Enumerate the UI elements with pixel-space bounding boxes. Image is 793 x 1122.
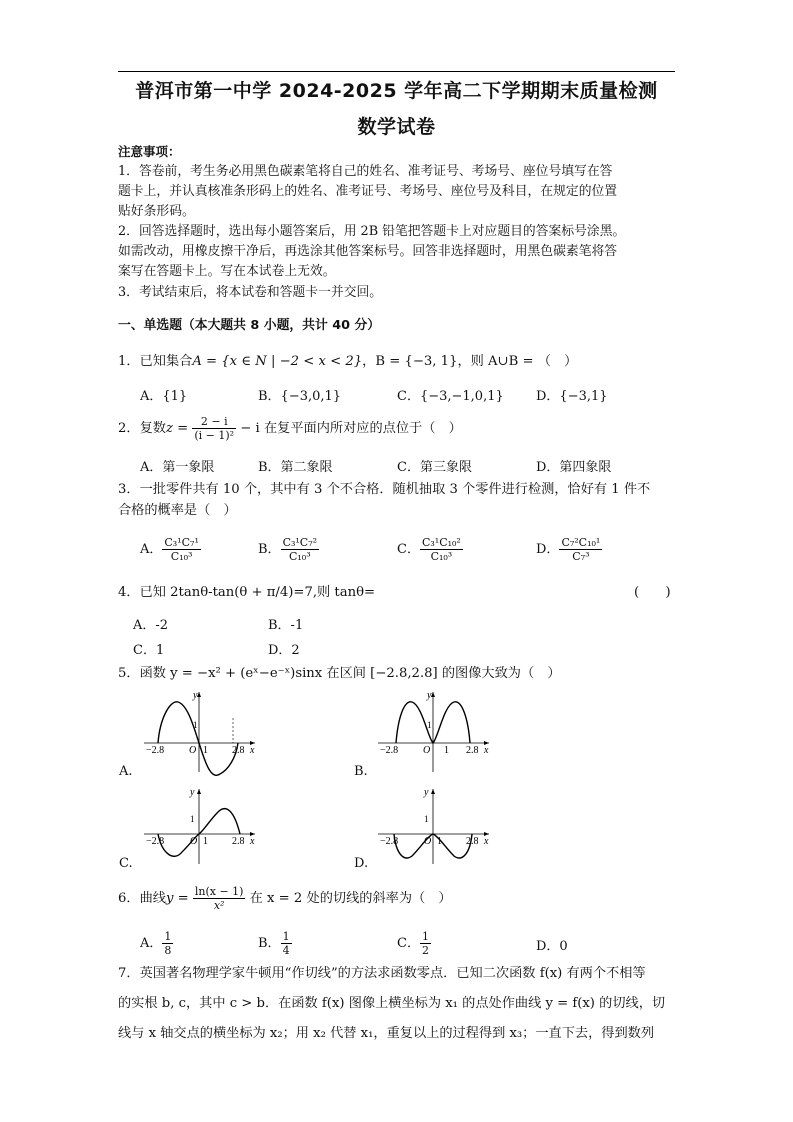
x-label: x bbox=[250, 836, 255, 847]
notice-line: 贴好条形码。 bbox=[118, 204, 195, 219]
notice-line: 2．回答选择题时，选出每小题答案后，用 2B 铅笔把答题卡上对应题目的答案标号涂黑。 bbox=[118, 224, 626, 239]
q5-text: 5．函数 y = −x² + (eˣ−e⁻ˣ)sinx 在区间 [−2.8,2.8] 的图像大致为（ ） bbox=[118, 666, 561, 681]
q2-den: (i − 1)² bbox=[194, 429, 235, 442]
q1-option-c[interactable]: C．{−3,−1,0,1} bbox=[397, 389, 504, 404]
q5-label-a[interactable]: A. bbox=[119, 764, 133, 779]
q6-num-b: 1 bbox=[282, 930, 290, 943]
question-6 bbox=[118, 884, 452, 914]
q3-option-c[interactable] bbox=[397, 533, 463, 567]
tick-one: 1 bbox=[437, 836, 442, 847]
q6-num-a: 1 bbox=[164, 930, 172, 943]
q3-option-a[interactable] bbox=[140, 533, 201, 567]
tick-right: 2.8 bbox=[466, 745, 479, 756]
q5-graph-c bbox=[140, 786, 260, 866]
q4-option-c[interactable]: C．1 bbox=[133, 643, 165, 658]
q3-label-c: C． bbox=[397, 542, 420, 557]
origin-label: O bbox=[189, 745, 197, 756]
tick-left: −2.8 bbox=[146, 836, 165, 847]
q6-den-b: 4 bbox=[282, 944, 290, 957]
q2-option-d[interactable]: D．第四象限 bbox=[536, 460, 612, 475]
exam-title: 普洱市第一中学 2024-2025 学年高二下学期期末质量检测 bbox=[135, 80, 658, 102]
section-heading: 一、单选题（本大题共 8 小题，共计 40 分） bbox=[118, 318, 381, 333]
tick-one: 1 bbox=[444, 745, 449, 756]
q7-line: 7．英国著名物理学家牛顿用“作切线”的方法求函数零点．已知二次函数 f(x) 有两个不相等 bbox=[118, 966, 646, 981]
q4-option-d[interactable]: D．2 bbox=[268, 643, 300, 658]
x-label: x bbox=[250, 745, 255, 756]
y-label: y bbox=[193, 690, 198, 701]
q2-prefix: 2．复数 bbox=[118, 421, 166, 436]
q2-z: z = bbox=[165, 421, 189, 436]
q3-num-c: C₃¹C₁₀² bbox=[421, 536, 461, 549]
notice-line: 3．考试结束后，将本试卷和答题卡一并交回。 bbox=[118, 285, 383, 300]
q3-line1: 3．一批零件共有 10 个，其中有 3 个不合格．随机抽取 3 个零件进行检测，恰好有 1 件不 bbox=[118, 482, 651, 497]
tick-right: 2.8 bbox=[466, 836, 479, 847]
y-tick-one: 1 bbox=[424, 814, 429, 824]
q4-option-a[interactable]: A．-2 bbox=[133, 618, 169, 633]
y-axis-arrow bbox=[197, 789, 201, 794]
q2-suffix: − i 在复平面内所对应的点位于（ ） bbox=[240, 421, 462, 436]
title-rule bbox=[118, 71, 675, 72]
origin-label: O bbox=[424, 836, 432, 847]
q3-num-b: C₃¹C₇² bbox=[282, 536, 318, 549]
q1-setB: ，B = {−3, 1}，则 A∪B = （ ） bbox=[362, 354, 578, 369]
q6-option-b[interactable] bbox=[258, 928, 292, 960]
q3-den-c: C₁₀³ bbox=[430, 550, 453, 563]
q3-num-a: C₃¹C₇¹ bbox=[164, 536, 199, 549]
y-tick-one: 1 bbox=[190, 814, 195, 824]
q6-prefix: 6．曲线 bbox=[118, 891, 166, 906]
q6-option-d[interactable]: D．0 bbox=[536, 939, 568, 954]
y-axis-arrow bbox=[197, 692, 201, 697]
q6-den: x² bbox=[213, 899, 225, 912]
tick-right: 2.8 bbox=[232, 745, 245, 756]
tick-one: 1 bbox=[203, 745, 208, 756]
q6-fraction bbox=[193, 885, 246, 912]
q4-text: 4．已知 2tanθ-tan(θ + π/4)=7,则 tanθ= bbox=[118, 585, 376, 600]
q6-num: ln(x − 1) bbox=[194, 885, 244, 898]
y-axis-arrow bbox=[431, 692, 435, 697]
tick-left: −2.8 bbox=[146, 745, 165, 756]
q5-label-c[interactable]: C. bbox=[119, 856, 133, 871]
q6-option-a[interactable] bbox=[140, 928, 173, 960]
q6-den-c: 2 bbox=[421, 944, 429, 957]
q6-den-a: 8 bbox=[164, 944, 172, 957]
q3-label-d: D． bbox=[536, 542, 560, 557]
origin-label: O bbox=[423, 745, 431, 756]
q6-label-c: C． bbox=[397, 936, 420, 951]
q3-den-d: C₇³ bbox=[572, 550, 590, 563]
q7-line: 线与 x 轴交点的横坐标为 x₂；用 x₂ 代替 x₁，重复以上的过程得到 x₃；一直下去，得到数列 bbox=[118, 1026, 655, 1041]
q7-line: 的实根 b, c，其中 c > b．在函数 f(x) 图像上横坐标为 x₁ 的点处作曲线 y = f(x) 的切线，切 bbox=[118, 996, 666, 1011]
q3-option-d[interactable] bbox=[536, 533, 602, 567]
q2-option-a[interactable]: A．第一象限 bbox=[140, 460, 215, 475]
q3-den-b: C₁₀³ bbox=[288, 550, 311, 563]
q6-label-a: A． bbox=[140, 936, 163, 951]
q5-label-d[interactable]: D. bbox=[354, 856, 369, 871]
x-label: x bbox=[484, 745, 489, 756]
q6-y: y = bbox=[165, 891, 189, 906]
q6-label-b: B． bbox=[258, 936, 281, 951]
q1-option-a[interactable]: A．{1} bbox=[140, 389, 188, 404]
q5-graph-b bbox=[374, 688, 494, 776]
y-tick-one: 1 bbox=[427, 720, 432, 730]
question-2 bbox=[118, 414, 462, 444]
q3-option-b[interactable] bbox=[258, 533, 319, 567]
q5-graph-d bbox=[374, 786, 494, 866]
q1-option-b[interactable]: B．{−3,0,1} bbox=[258, 389, 342, 404]
y-label: y bbox=[424, 787, 429, 798]
q3-label-b: B． bbox=[258, 542, 281, 557]
exam-subtitle: 数学试卷 bbox=[357, 116, 436, 138]
q5-label-b[interactable]: B. bbox=[354, 764, 368, 779]
q1-setA: A = {x ∈ N | −2 < x < 2} bbox=[192, 354, 363, 369]
x-label: x bbox=[484, 836, 489, 847]
q5-graph-a bbox=[140, 688, 260, 776]
q2-num: 2 − i bbox=[192, 415, 236, 429]
q6-num-c: 1 bbox=[421, 930, 429, 943]
notice-line: 案写在答题卡上。写在本试卷上无效。 bbox=[118, 264, 336, 279]
notice-heading: 注意事项： bbox=[118, 144, 181, 159]
y-axis-arrow bbox=[431, 789, 435, 794]
q4-option-b[interactable]: B．-1 bbox=[268, 618, 304, 633]
notice-line: 题卡上，并认真核准条形码上的姓名、准考证号、考场号、座位号及科目，在规定的位置 bbox=[118, 184, 618, 199]
q2-fraction bbox=[192, 415, 236, 442]
q6-option-c[interactable] bbox=[397, 928, 431, 960]
tick-left: −2.8 bbox=[380, 836, 399, 847]
tick-right: 2.8 bbox=[232, 836, 245, 847]
notice-line: 1．答卷前，考生务必用黑色碳素笔将自己的姓名、准考证号、考场号、座位号填写在答 bbox=[118, 164, 613, 179]
question-1 bbox=[118, 352, 577, 372]
tick-one: 1 bbox=[203, 836, 208, 847]
y-tick-one: 1 bbox=[193, 720, 198, 730]
q3-num-d: C₇²C₁₀¹ bbox=[561, 536, 601, 549]
curve bbox=[158, 702, 238, 775]
q1-prefix: 1．已知集合 bbox=[118, 354, 193, 369]
q2-option-b[interactable]: B．第二象限 bbox=[258, 460, 333, 475]
q4-blank: ( ) bbox=[634, 585, 671, 600]
notice-line: 如需改动，用橡皮擦干净后，再选涂其他答案标号。回答非选择题时，用黑色碳素笔将答 bbox=[118, 244, 618, 259]
q3-den-a: C₁₀³ bbox=[170, 550, 193, 563]
y-label: y bbox=[427, 690, 432, 701]
q3-label-a: A． bbox=[140, 542, 163, 557]
q1-option-d[interactable]: D．{−3,1} bbox=[536, 389, 608, 404]
q2-option-c[interactable]: C．第三象限 bbox=[397, 460, 472, 475]
tick-left: −2.8 bbox=[380, 745, 399, 756]
origin-label: O bbox=[190, 836, 198, 847]
y-label: y bbox=[190, 787, 195, 798]
q6-suffix: 在 x = 2 处的切线的斜率为（ ） bbox=[249, 891, 452, 906]
q3-line2: 合格的概率是（ ） bbox=[118, 503, 237, 518]
